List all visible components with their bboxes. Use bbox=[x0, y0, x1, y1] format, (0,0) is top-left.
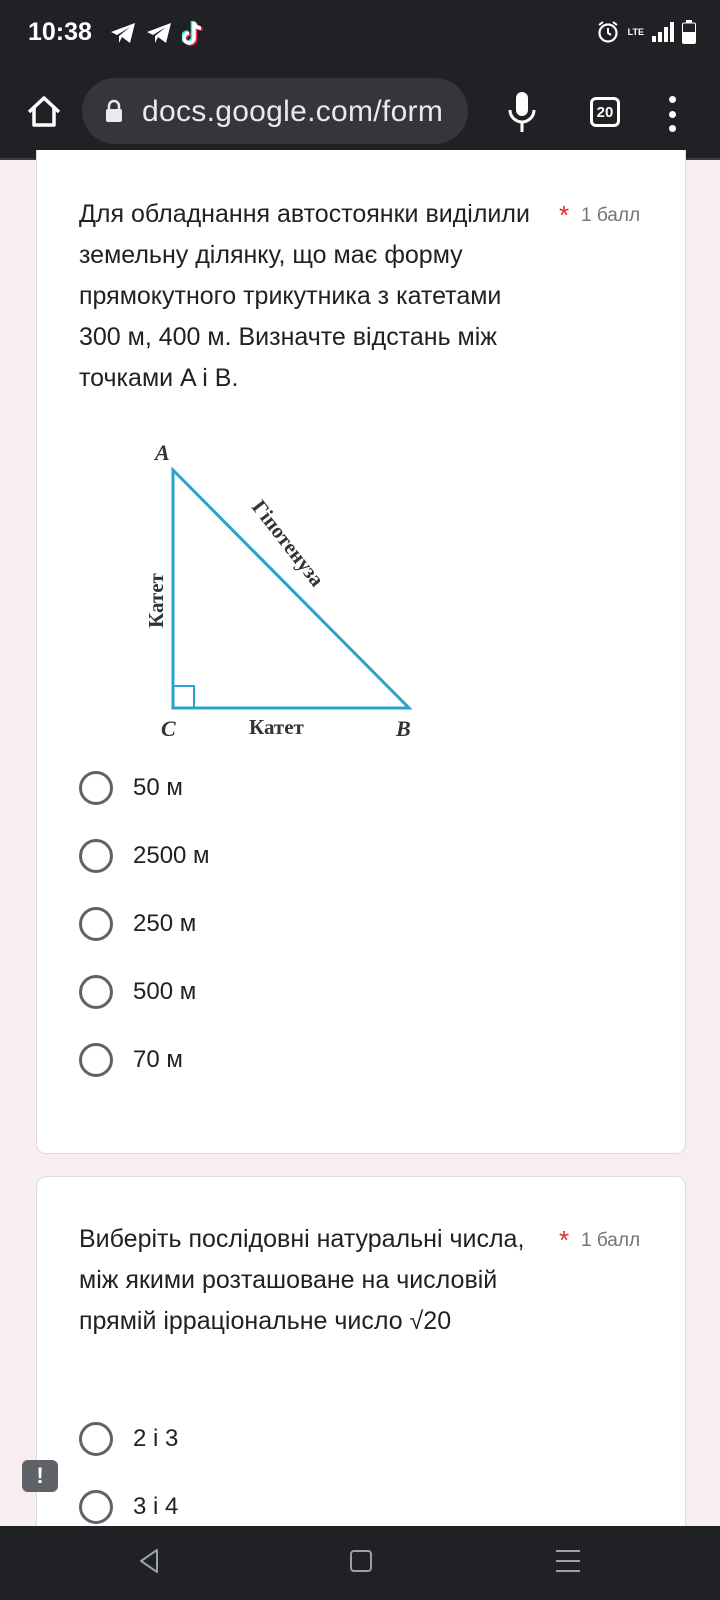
triangle-shape bbox=[173, 470, 409, 708]
back-icon[interactable] bbox=[138, 1548, 160, 1574]
vertex-b-label: B bbox=[396, 716, 411, 741]
recent-apps-icon[interactable] bbox=[556, 1550, 580, 1572]
vertical-leg-label: Катет bbox=[144, 573, 168, 628]
radio-button[interactable] bbox=[79, 839, 113, 873]
required-mark: * bbox=[559, 1225, 570, 1255]
option-label: 50 м bbox=[133, 774, 183, 801]
tab-switcher-button[interactable]: 20 bbox=[590, 97, 620, 127]
vertex-c-label: C bbox=[161, 716, 176, 741]
radio-button[interactable] bbox=[79, 1490, 113, 1524]
battery-icon bbox=[682, 20, 696, 44]
url-text: docs.google.com/form bbox=[142, 95, 444, 128]
browser-toolbar bbox=[0, 70, 720, 160]
question-points: 1 балл bbox=[581, 205, 641, 226]
right-triangle-figure bbox=[137, 438, 437, 748]
address-bar[interactable] bbox=[82, 78, 468, 144]
status-bar bbox=[0, 0, 720, 70]
option-label: 70 м bbox=[133, 1046, 183, 1073]
question-title: Виберіть послідовні натуральні числа, між якими розташоване на числовій прямій ірраціональне число √20 bbox=[79, 1225, 525, 1335]
answer-option[interactable] bbox=[79, 972, 196, 1012]
radio-button[interactable] bbox=[79, 1422, 113, 1456]
option-label: 500 м bbox=[133, 978, 197, 1005]
status-time: 10:38 bbox=[28, 18, 92, 46]
radio-button[interactable] bbox=[79, 1043, 113, 1077]
question-points: 1 балл bbox=[581, 1230, 641, 1251]
answer-option[interactable] bbox=[79, 1487, 178, 1527]
home-nav-icon[interactable] bbox=[350, 1550, 372, 1572]
horizontal-leg-label: Катет bbox=[249, 715, 304, 739]
home-icon[interactable] bbox=[24, 92, 64, 132]
telegram-icon bbox=[146, 22, 172, 44]
radio-button[interactable] bbox=[79, 975, 113, 1009]
hypotenuse-label: Гіпотенуза bbox=[247, 495, 330, 592]
answer-option[interactable] bbox=[79, 836, 210, 876]
question-title: Для обладнання автостоянки виділили земельну ділянку, що має форму прямокутного трикутника з катетами 300 м, 400 м. Визначте відстань між точками A і B. bbox=[79, 200, 530, 392]
report-problem-button[interactable]: ! bbox=[22, 1460, 58, 1492]
lte-icon: LTE bbox=[627, 26, 644, 37]
notification-icons bbox=[110, 20, 204, 46]
option-label: 2 і 3 bbox=[133, 1425, 179, 1452]
system-nav-bar bbox=[0, 1526, 720, 1600]
more-menu-icon[interactable] bbox=[662, 94, 682, 134]
option-label: 250 м bbox=[133, 910, 197, 937]
signal-icon bbox=[652, 22, 674, 42]
radio-button[interactable] bbox=[79, 771, 113, 805]
answer-option[interactable] bbox=[79, 1419, 178, 1459]
answer-option[interactable] bbox=[79, 768, 183, 808]
question-card-1 bbox=[36, 150, 686, 1154]
radio-button[interactable] bbox=[79, 907, 113, 941]
alarm-icon bbox=[596, 20, 620, 44]
microphone-icon[interactable] bbox=[506, 90, 538, 134]
system-icons bbox=[596, 20, 696, 44]
telegram-icon bbox=[110, 22, 136, 44]
answer-option[interactable] bbox=[79, 1040, 183, 1080]
lock-icon bbox=[104, 99, 124, 123]
option-label: 2500 м bbox=[133, 842, 210, 869]
vertex-a-label: A bbox=[155, 440, 170, 465]
required-mark: * bbox=[559, 200, 570, 230]
tiktok-icon bbox=[182, 20, 204, 46]
answer-option[interactable] bbox=[79, 904, 196, 944]
right-angle-marker bbox=[173, 686, 194, 708]
option-label: 3 і 4 bbox=[133, 1493, 179, 1520]
